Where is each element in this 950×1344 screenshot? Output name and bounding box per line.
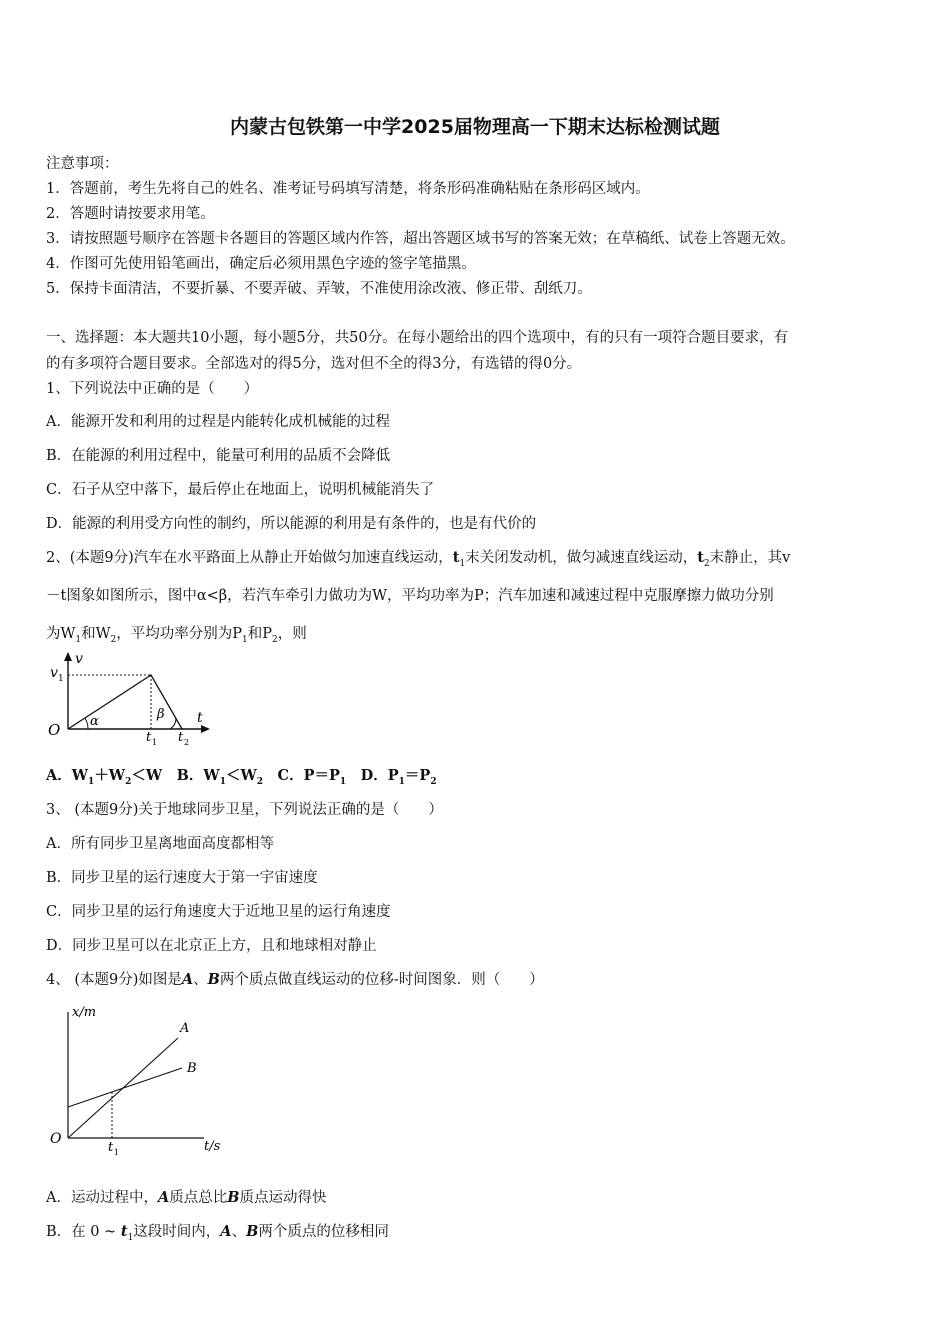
page-title: 内蒙古包铁第一中学2025届物理高一下期末达标检测试题	[230, 116, 720, 138]
line-a-label: A	[180, 1021, 190, 1036]
question-3-option-d: D．同步卫星可以在北京正上方，且和地球相对静止	[46, 938, 377, 954]
beta-arc	[170, 718, 176, 729]
alpha-arc	[85, 718, 88, 729]
v-axis-arrow	[64, 652, 72, 661]
notice-item: 1．答题前，考生先将自己的姓名、准考证号码填写清楚，将条形码准确粘贴在条形码区域内。	[46, 181, 650, 197]
question-4-stem: 4、 (本题9分)如图是A、B两个质点做直线运动的位移-时间图象．则（ ）	[46, 971, 544, 988]
v1-label: v	[50, 665, 58, 681]
alpha-label: α	[90, 714, 99, 729]
question-1-option-d: D．能源的利用受方向性的制约，所以能源的利用是有条件的，也是有代价的	[46, 516, 537, 532]
t1-subscript: 1	[114, 1148, 120, 1157]
vt-graph	[44, 648, 214, 748]
xt-graph	[44, 996, 234, 1166]
origin-label: O	[48, 721, 61, 739]
beta-label: β	[157, 707, 165, 722]
x-axis-label: x/m	[72, 1005, 97, 1020]
t1-label: t	[108, 1140, 114, 1155]
t1-subscript: 1	[152, 738, 158, 747]
question-2-stem-line3: 为$W_1$和$W_2$，平均功率分别为$P_1$和$P_2$，则	[46, 626, 307, 645]
line-b-label: B	[187, 1061, 197, 1076]
question-3-option-b: B．同步卫星的运行速度大于第一宇宙速度	[46, 870, 318, 886]
question-3-option-c: C．同步卫星的运行角速度大于近地卫星的运行角速度	[46, 904, 391, 920]
question-4-option-b: B．在 0 ~ $t_1$这段时间内，A、B两个质点的位移相同	[46, 1223, 389, 1243]
question-2-stem-line2: －t图象如图所示，图中α<β，若汽车牵引力做功为W，平均功率为P；汽车加速和减速过程中克服摩擦力做功分别	[46, 588, 774, 604]
line-b	[68, 1068, 182, 1107]
notice-heading: 注意事项：	[46, 156, 119, 172]
v1-subscript: 1	[58, 674, 64, 684]
t2-label: t	[178, 730, 184, 745]
section-intro-line2: 的有多项符合题目要求。全部选对的得5分，选对但不全的得3分，有选错的得0分。	[46, 356, 582, 372]
question-1-option-a: A．能源开发和利用的过程是内能转化成机械能的过程	[46, 414, 390, 430]
question-4-option-a: A．运动过程中，A质点总比B质点运动得快	[46, 1189, 327, 1206]
v-axis-label: v	[75, 651, 83, 667]
vt-curve	[68, 675, 182, 729]
origin-label: O	[50, 1131, 62, 1147]
t-axis-label: t/s	[204, 1139, 221, 1154]
t-axis-arrow	[201, 725, 210, 733]
t2-subscript: 2	[184, 738, 190, 747]
question-3-stem: 3、 (本题9分)关于地球同步卫星，下列说法正确的是（ ）	[46, 802, 443, 818]
question-1-stem: 1、下列说法中正确的是（ ）	[46, 381, 259, 397]
notice-item: 3．请按照题号顺序在答题卡各题目的答题区域内作答，超出答题区域书写的答案无效；在草稿纸、试卷上答题无效。	[46, 231, 795, 247]
notice-item: 5．保持卡面清洁，不要折暴、不要弄破、弄皱，不准使用涂改液、修正带、刮纸刀。	[46, 281, 592, 297]
question-1-option-b: B．在能源的利用过程中，能量可利用的品质不会降低	[46, 448, 391, 464]
section-intro-line1: 一、选择题：本大题共10小题，每小题5分，共50分。在每小题给出的四个选项中，有的只有一项符合题目要求，有	[46, 330, 789, 346]
question-1-option-c: C．石子从空中落下，最后停止在地面上，说明机械能消失了	[46, 482, 435, 498]
notice-item: 2．答题时请按要求用笔。	[46, 206, 215, 222]
question-2-stem-line1: 2、(本题9分)汽车在水平路面上从静止开始做匀加速直线运动，$t_1$末关闭发动机，做匀减速直线运动，$t_2$末静止，其v	[46, 549, 791, 569]
t1-label: t	[146, 730, 152, 745]
question-2-options: A．$W_1+W_2<W$ B．$W_1<W_2$ C．$P=P_1$ D．$P_1=P_2$	[46, 767, 437, 787]
notice-item: 4．作图可先使用铅笔画出，确定后必须用黑色字迹的签字笔描黑。	[46, 256, 476, 272]
question-3-option-a: A．所有同步卫星离地面高度都相等	[46, 836, 274, 852]
t-axis-label: t	[197, 710, 203, 726]
